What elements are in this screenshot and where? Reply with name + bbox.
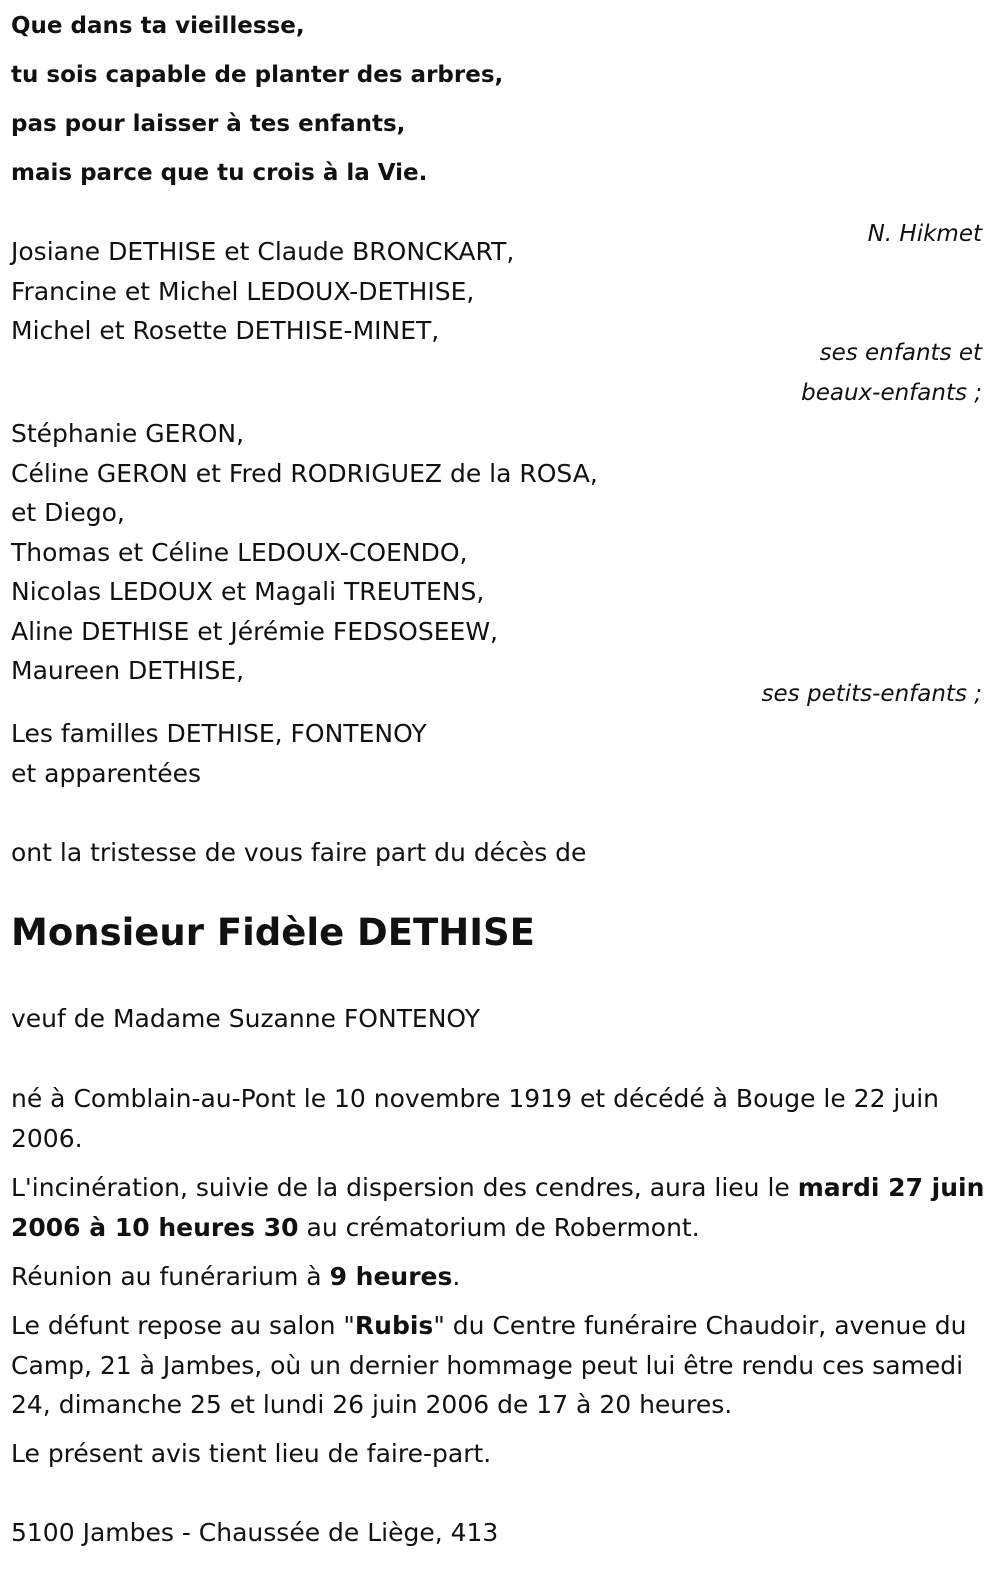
quote-line: mais parce que tu crois à la Vie.	[11, 160, 428, 186]
cremation-datetime: mardi 27 juin 2006 à 10 heures 30	[11, 1173, 985, 1242]
meeting-paragraph	[11, 1257, 986, 1297]
quote-block	[11, 2, 503, 198]
children-list	[11, 232, 514, 351]
children-role-line: beaux-enfants ;	[801, 379, 982, 406]
announcement	[11, 833, 586, 873]
cremation-text: L'incinération, suivie de la dispersion des cendres, aura lieu le	[11, 1173, 798, 1202]
quote-line: Que dans ta vieillesse,	[11, 13, 305, 39]
quote-line: pas pour laisser à tes enfants,	[11, 111, 406, 137]
address: 5100 Jambes - Chaussée de Liège, 413	[11, 1518, 499, 1547]
family-member: et Diego,	[11, 498, 125, 527]
family-member: Maureen DETHISE,	[11, 656, 245, 685]
cremation-text: au crématorium de Robermont.	[298, 1212, 700, 1242]
grandchildren-role: ses petits-enfants ;	[761, 681, 982, 707]
families-block	[11, 714, 427, 793]
grandchildren-list	[11, 414, 598, 691]
family-member: Francine et Michel LEDOUX-DETHISE,	[11, 276, 475, 306]
notice-paragraph: Le présent avis tient lieu de faire-part.	[11, 1439, 492, 1468]
family-member: Josiane DETHISE et Claude BRONCKART,	[11, 237, 515, 266]
meeting-time: 9 heures	[329, 1262, 453, 1291]
birth-death-paragraph: né à Comblain-au-Pont le 10 novembre 1919 et décédé à Bouge le 22 juin 2006.	[11, 1084, 940, 1153]
children-role-line: ses enfants et	[819, 340, 982, 366]
quote-line: tu sois capable de planter des arbres,	[11, 62, 504, 88]
family-member: Thomas et Céline LEDOUX-COENDO,	[11, 537, 468, 567]
widower-text: veuf de Madame Suzanne FONTENOY	[11, 1004, 481, 1033]
meeting-text: Réunion au funérarium à	[11, 1262, 330, 1291]
families-line: Les familles DETHISE, FONTENOY	[11, 719, 427, 748]
family-member: Michel et Rosette DETHISE-MINET,	[11, 316, 440, 345]
viewing-text: Le défunt repose au salon "	[11, 1311, 355, 1340]
cremation-paragraph	[11, 1168, 986, 1247]
quote-author: N. Hikmet	[867, 221, 982, 247]
children-role	[801, 334, 982, 413]
viewing-paragraph	[11, 1306, 986, 1425]
family-member: Céline GERON et Fred RODRIGUEZ de la ROSA,	[11, 458, 598, 488]
family-member: Stéphanie GERON,	[11, 419, 245, 448]
viewing-text: " du Centre funéraire Chaudoir, avenue du Camp, 21 à Jambes, où un dernier hommage peut lui être rendu ces samedi 24, dimanche 25 et lundi 26 juin 2006 de 17 à 20 heures.	[11, 1311, 967, 1419]
widower-line	[11, 999, 480, 1039]
meeting-text: .	[452, 1262, 461, 1291]
deceased-name: Monsieur Fidèle DETHISE	[11, 911, 535, 954]
announcement-text: ont la tristesse de vous faire part du décès de	[11, 838, 587, 867]
viewing-salon: Rubis	[354, 1311, 434, 1340]
family-member: Nicolas LEDOUX et Magali TREUTENS,	[11, 577, 485, 606]
family-member: Aline DETHISE et Jérémie FEDSOSEEW,	[11, 616, 498, 646]
families-line: et apparentées	[11, 758, 202, 788]
